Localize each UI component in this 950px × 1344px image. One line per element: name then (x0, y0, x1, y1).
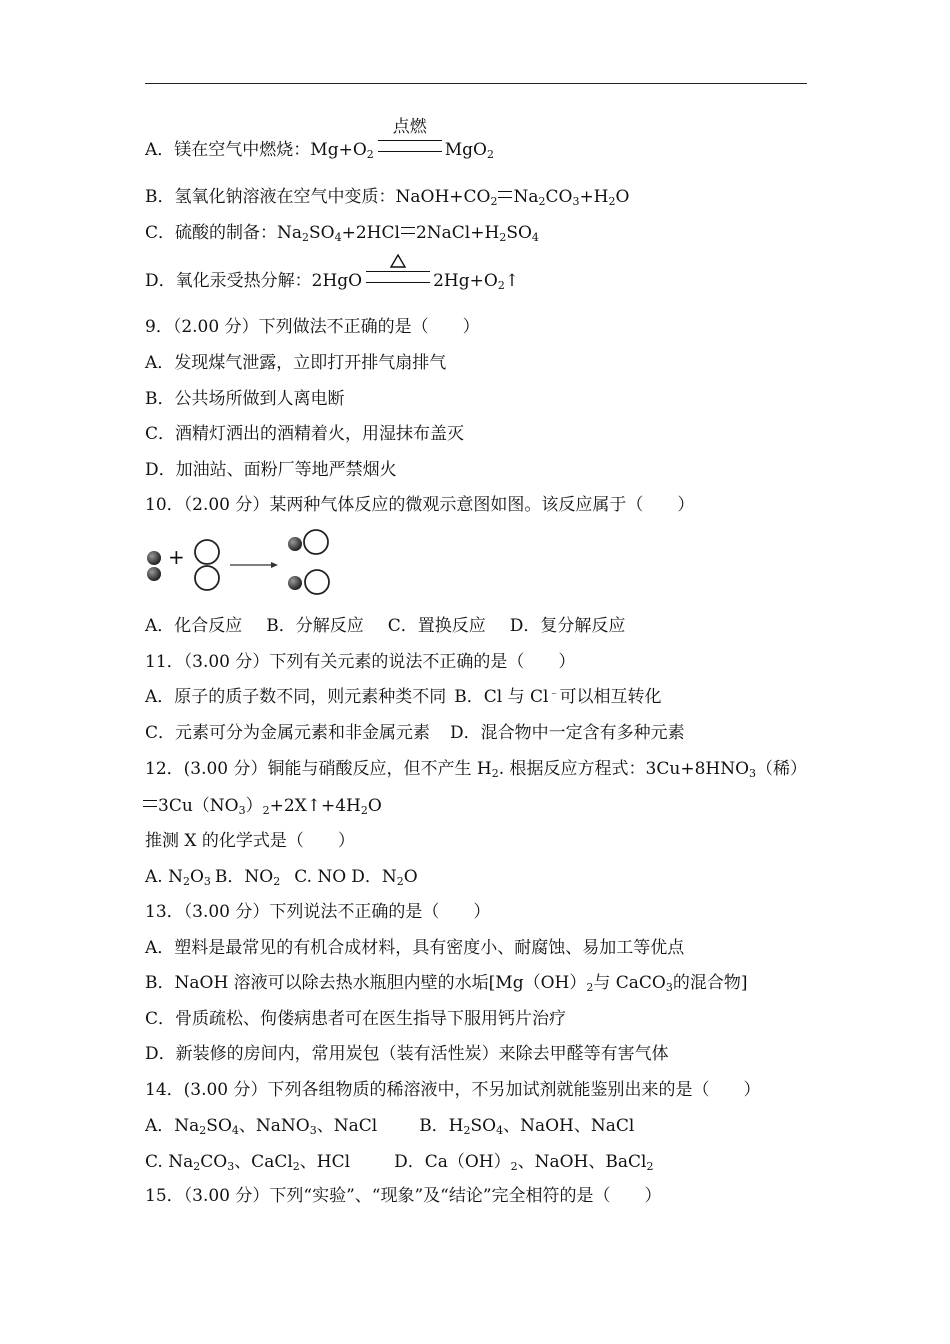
q9-option-c: C．酒精灯洒出的酒精着火，用湿抹布盖灭 (145, 424, 465, 444)
q8-option-b: B．氢氧化钠溶液在空气中变质：$NaOH+CO_2$ $Na_2CO_3+H_2O$ (145, 187, 630, 208)
q10-option-a: A．化合反应 (145, 616, 243, 636)
q12-stem: 12．(3.00 分）铜能与硝酸反应，但不产生 $H_2$. 根据反应方程式：$3Cu+8HNO_3$（稀） (145, 759, 808, 780)
q12-question: 推测 X 的化学式是（ ） (145, 831, 355, 851)
reaction-micro-diagram (140, 528, 340, 600)
q10-option-d: D．复分解反应 (509, 616, 626, 636)
q11-option-a: A．原子的质子数不同，则元素种类不同 (145, 687, 447, 707)
heat-triangle-icon (390, 254, 406, 268)
q8-option-d: D．氧化汞受热分解：2HgO $2Hg+O_2↑$ (145, 270, 519, 292)
q11-stem: 11．（3.00 分）下列有关元素的说法不正确的是（ ） (145, 652, 576, 672)
q15-stem: 15．（3.00 分）下列“实验”、“现象”及“结论”完全相符的是（ ） (145, 1186, 662, 1206)
q12-option-a: A. $N_2O_3$ (145, 867, 211, 888)
q10-option-c: C．置换反应 (387, 616, 486, 636)
q14-options-cd (145, 1151, 653, 1173)
q12-equation: $3Cu(NO_3)_2+2X↑+4H_2O$ (143, 795, 382, 817)
q14-option-b: B．$H_2SO_4$、NaOH、NaCl (419, 1116, 635, 1137)
reaction-arrow (230, 562, 278, 568)
q11-options-ab (145, 686, 661, 708)
q8-option-c: C．硫酸的制备：$Na_2SO_4+2HCl$ $2NaCl+H_2SO_4$ (145, 223, 539, 244)
condition-ignite: 点燃 (392, 117, 427, 137)
q14-option-d: D．$Ca(OH)_2$、NaOH、BaCl$_2$ (394, 1152, 654, 1173)
q9-stem: 9．（2.00 分）下列做法不正确的是（ ） (145, 317, 480, 337)
q14-options-ab (145, 1115, 634, 1137)
equal-sign (401, 227, 415, 234)
q13-option-d: D．新装修的房间内，常用炭包（装有活性炭）来除去甲醛等有害气体 (145, 1044, 669, 1064)
q10-stem: 10．（2.00 分）某两种气体反应的微观示意图如图。该反应属于（ ） (145, 495, 695, 515)
q12-options (145, 866, 418, 888)
q13-stem: 13．（3.00 分）下列说法不正确的是（ ） (145, 902, 491, 922)
header-rule (145, 83, 807, 84)
q13-option-c: C．骨质疏松、佝偻病患者可在医生指导下服用钙片治疗 (145, 1009, 567, 1029)
q12-option-b: B．$NO_2$ (214, 867, 281, 888)
equal-sign (498, 191, 512, 198)
q10-option-b: B．分解反应 (266, 616, 364, 636)
product-molecule-2 (288, 570, 329, 594)
product-molecule-1 (288, 530, 328, 554)
equation-condition-bar (366, 271, 430, 283)
q11-option-b: B．Cl 与 Cl﹣可以相互转化 (454, 686, 662, 707)
equation-condition-bar (378, 117, 442, 152)
reactant-a-atoms (147, 551, 161, 581)
q14-option-a: A．$Na_2SO_4$、NaNO$_3$、NaCl (145, 1116, 378, 1137)
q14-stem: 14．(3.00 分）下列各组物质的稀溶液中，不另加试剂就能鉴别出来的是（ ） (145, 1080, 761, 1100)
reactant-b-molecule (195, 540, 219, 590)
q11-option-c: C．元素可分为金属元素和非金属元素 (145, 723, 431, 743)
q13-option-b: B．NaOH 溶液可以除去热水瓶胆内壁的水垢[$Mg(OH)_2$与 CaCO$_3$的混合物] (145, 973, 748, 994)
q14-option-c: C. $Na_2CO_3$、CaCl$_2$、HCl (145, 1152, 351, 1173)
q12-option-d: D．$N_2O$ (351, 867, 418, 888)
q9-option-d: D．加油站、面粉厂等地严禁烟火 (145, 460, 397, 480)
plus-sign: + (168, 545, 185, 569)
q12-option-c: C. NO (294, 867, 347, 887)
q11-options-cd (145, 722, 685, 744)
q13-option-a: A．塑料是最常见的有机合成材料，具有密度小、耐腐蚀、易加工等优点 (145, 938, 685, 958)
q8-option-a: A．镁在空气中燃烧：$Mg+O_2$ 点燃 MgO$_2$ (145, 117, 494, 161)
equal-sign (143, 800, 157, 807)
q9-option-b: B．公共场所做到人离电断 (145, 389, 345, 409)
q11-option-d: D．混合物中一定含有多种元素 (450, 723, 685, 743)
q10-options (145, 615, 625, 637)
q9-option-a: A．发现煤气泄露，立即打开排气扇排气 (145, 353, 447, 373)
